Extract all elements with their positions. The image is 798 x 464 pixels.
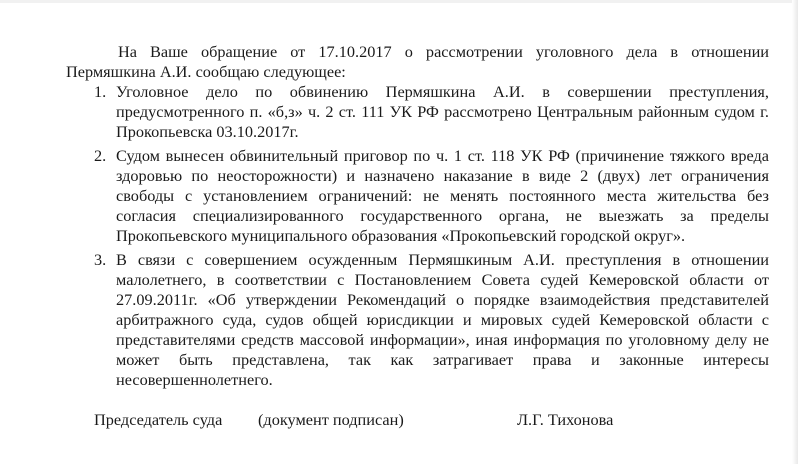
list-item [66, 146, 769, 246]
numbered-list [66, 82, 769, 390]
list-item [66, 250, 769, 390]
scan-top-edge [0, 0, 798, 3]
signer-position: Председатель суда [94, 410, 223, 429]
list-item [66, 82, 769, 142]
list-item-number: 2. [94, 146, 107, 165]
intro-paragraph: На Ваше обращение от 17.10.2017 о рассмотрении уголовного дела в отношении Пермяшкина А.И. сообщаю следующее: [66, 42, 769, 81]
list-item-text: Судом вынесен обвинительный приговор по ч. 1 ст. 118 УК РФ (причинение тяжкого вреда здоровью по неосторожности) и назначено наказание в виде 2 (двух) лет ограничения свободы с установлением ограничений: не менять постоянного места жительства без согласия специализированного государственного органа, не выезжать за пределы Прокопьевского муниципального образования «Прокопьевский городской округ». [116, 146, 769, 245]
list-item-text: Уголовное дело по обвинению Пермяшкина А.И. в совершении преступления, предусмотренного п. «б,з» ч. 2 ст. 111 УК РФ рассмотрено Центральным районным судом г. Прокопьевска 03.10.2017г. [116, 82, 769, 141]
list-item-number: 1. [94, 82, 107, 101]
letter-body [66, 42, 769, 394]
signer-name: Л.Г. Тихонова [517, 410, 614, 429]
scan-right-edge [792, 0, 798, 464]
list-item-number: 3. [94, 250, 107, 269]
signature-status: (документ подписан) [258, 410, 404, 429]
list-item-text: В связи с совершением осужденным Пермяшкиным А.И. преступления в отношении малолетнего, в соответствии с Постановлением Совета судей Кемеровской области от 27.09.2011г. «Об утверждении Рекомендаций о порядке взаимодействия представителей арбитражного суда, судов общей юрисдикции и мировых судей Кемеровской области с представителями средств массовой информации», иная информация по уголовному делу не может быть представлена, так как затрагивает права и законные интересы несовершеннолетнего. [116, 250, 769, 389]
signature-line [0, 410, 798, 432]
